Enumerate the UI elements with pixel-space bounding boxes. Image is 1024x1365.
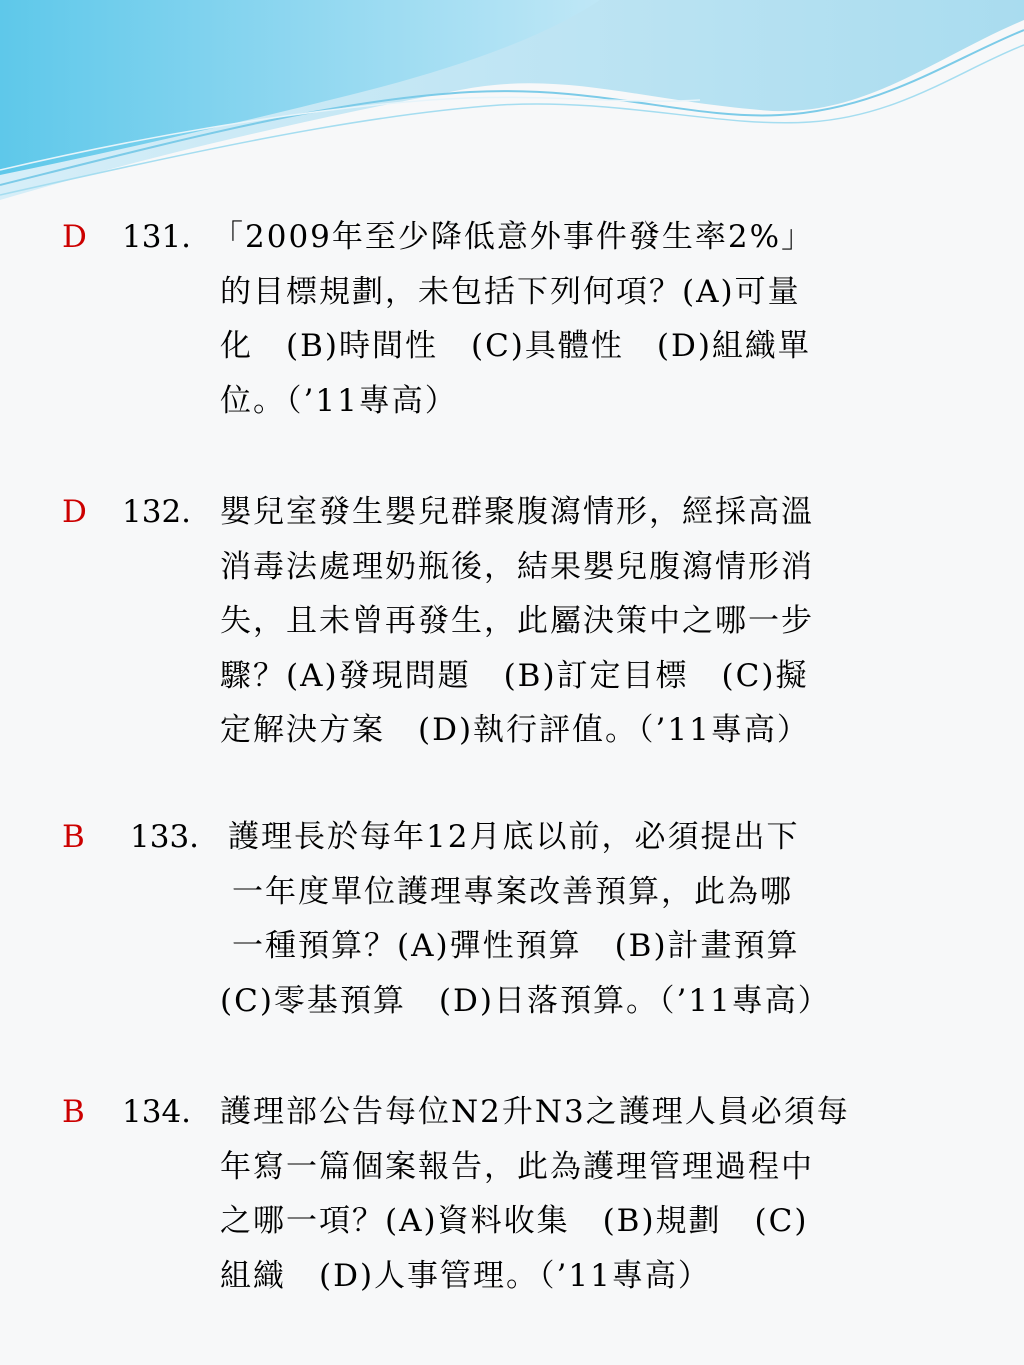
question-number: 131. [122, 219, 192, 255]
question-line: 一種預算？(A)彈性預算 (B)計畫預算 [232, 928, 800, 964]
question-line: 嬰兒室發生嬰兒群聚腹瀉情形，經採高溫 [220, 494, 814, 530]
question-text [220, 485, 814, 758]
answer-letter: D [62, 219, 87, 255]
question-line: 的目標規劃，未包括下列何項？(A)可量 [220, 273, 801, 310]
question-line: 驟？(A)發現問題 (B)訂定目標 (C)擬 [220, 657, 809, 694]
question-line: 消毒法處理奶瓶後，結果嬰兒腹瀉情形消 [220, 548, 814, 585]
question-line: 一年度單位護理專案改善預算，此為哪 [232, 873, 793, 910]
question-text [220, 1085, 850, 1303]
answer-letter: D [62, 494, 87, 530]
question-number: 133. [130, 819, 200, 855]
header-wave-decoration [0, 0, 1024, 220]
question-line: 年寫一篇個案報告，此為護理管理過程中 [220, 1148, 814, 1185]
question-line: 定解決方案 (D)執行評值。（’11專高） [220, 712, 810, 748]
question-text [212, 210, 815, 428]
answer-letter: B [62, 1094, 85, 1130]
question-line: 位。（’11專高） [220, 382, 458, 419]
question-line: 護理長於每年12月底以前，必須提出下 [228, 819, 800, 855]
question-number: 134. [122, 1094, 192, 1130]
answer-letter: B [62, 819, 85, 855]
question-text [220, 810, 831, 1028]
question-line: (C)零基預算 (D)日落預算。（’11專高） [220, 982, 831, 1019]
question-line: 「2009年至少降低意外事件發生率2%」 [212, 219, 815, 255]
question-line: 組織 (D)人事管理。（’11專高） [220, 1257, 711, 1294]
question-line: 化 (B)時間性 (C)具體性 (D)組織單 [220, 328, 811, 364]
question-line: 護理部公告每位N2升N3之護理人員必須每 [220, 1094, 850, 1130]
question-line: 失，且未曾再發生，此屬決策中之哪一步 [220, 603, 814, 639]
question-line: 之哪一項？(A)資料收集 (B)規劃 (C) [220, 1203, 809, 1239]
question-number: 132. [122, 494, 192, 530]
